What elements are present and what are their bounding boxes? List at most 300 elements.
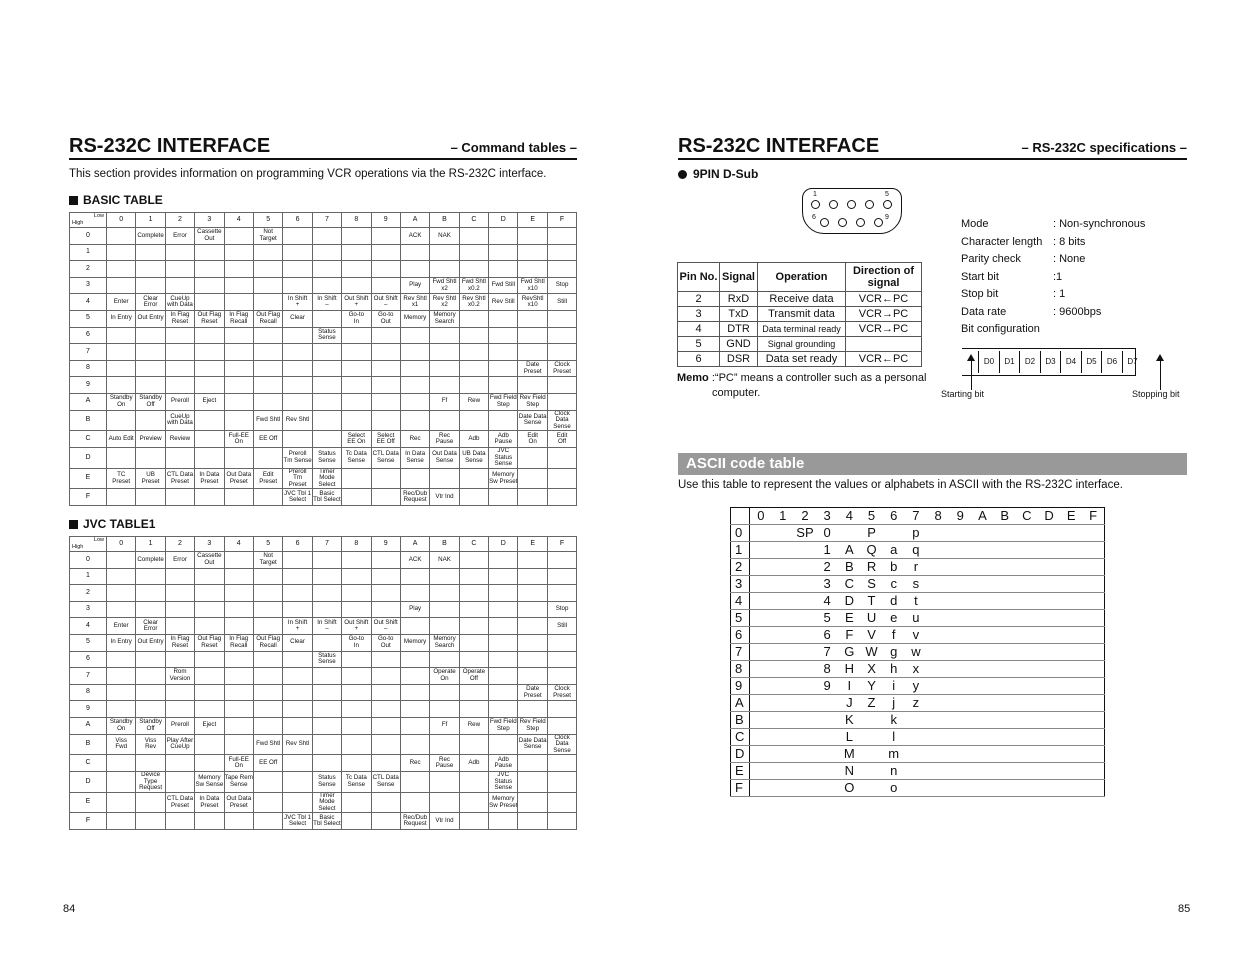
command-cell (518, 568, 547, 585)
command-cell (224, 668, 253, 685)
ascii-cell (860, 763, 882, 780)
column-header: 6 (283, 537, 312, 552)
command-cell (283, 344, 312, 361)
ascii-cell: h (883, 661, 905, 678)
ascii-cell (772, 610, 794, 627)
ascii-cell (949, 678, 971, 695)
column-header: 3 (195, 537, 224, 552)
command-cell (136, 813, 165, 830)
command-cell (342, 360, 371, 377)
command-cell (518, 813, 547, 830)
ascii-cell (994, 763, 1016, 780)
command-cell: Clock Preset (547, 360, 576, 377)
row-header: 6 (70, 651, 107, 668)
command-cell (136, 651, 165, 668)
ascii-cell (927, 695, 949, 712)
ascii-cell (772, 746, 794, 763)
command-cell (283, 771, 312, 792)
command-cell (195, 344, 224, 361)
command-cell (459, 701, 488, 718)
command-cell (312, 634, 341, 651)
command-cell: Rec (400, 431, 429, 448)
command-cell (430, 244, 459, 261)
command-cell (253, 489, 282, 506)
bit-cell: D2 (1019, 351, 1040, 373)
ascii-cell: W (860, 644, 882, 661)
ascii-cell (794, 627, 816, 644)
ascii-cell (1060, 729, 1082, 746)
ascii-cell (794, 729, 816, 746)
command-cell: Rev Shtl x2 (430, 294, 459, 311)
command-cell (165, 377, 194, 394)
command-cell (224, 261, 253, 278)
command-cell (342, 410, 371, 431)
command-cell (489, 261, 518, 278)
column-header: 2 (165, 213, 194, 228)
pin-table-cell (846, 337, 922, 352)
command-cell (283, 431, 312, 448)
ascii-cell (927, 746, 949, 763)
ascii-cell (1016, 559, 1038, 576)
ascii-cell (1082, 559, 1104, 576)
ascii-cell: 1 (816, 542, 838, 559)
command-cell (283, 684, 312, 701)
spec-key: Mode (961, 218, 989, 230)
command-cell: Select EE On (342, 431, 371, 448)
ascii-cell (927, 729, 949, 746)
command-cell: JVC Tbl 1 Select (283, 813, 312, 830)
command-cell: Full-EE On (224, 755, 253, 772)
ascii-cell (949, 542, 971, 559)
row-header: 9 (70, 377, 107, 394)
ascii-cell: u (905, 610, 927, 627)
command-cell: Rev Shtl (283, 734, 312, 755)
command-cell (224, 684, 253, 701)
command-cell (547, 468, 576, 489)
command-cell: Complete (136, 552, 165, 569)
command-cell: In Entry (107, 634, 136, 651)
pin-table-cell: DTR (720, 322, 758, 337)
command-cell: Standby Off (136, 393, 165, 410)
command-cell (547, 651, 576, 668)
command-cell (400, 668, 429, 685)
command-cell (195, 618, 224, 635)
ascii-cell (905, 763, 927, 780)
row-header: 7 (70, 668, 107, 685)
command-cell: Memory Sw Sense (195, 771, 224, 792)
command-cell: Preroll (165, 393, 194, 410)
ascii-cell (794, 661, 816, 678)
command-cell: Out Entry (136, 634, 165, 651)
command-cell (253, 668, 282, 685)
command-cell: Preroll Tm Sense (283, 447, 312, 468)
command-cell (195, 447, 224, 468)
command-cell (107, 344, 136, 361)
command-cell (107, 701, 136, 718)
ascii-cell (1038, 712, 1060, 729)
row-header: E (70, 468, 107, 489)
corner-cell (70, 537, 107, 552)
ascii-cell (994, 746, 1016, 763)
command-cell (547, 701, 576, 718)
ascii-cell: U (860, 610, 882, 627)
command-cell (283, 701, 312, 718)
high-label: High (72, 220, 84, 227)
row-header: 2 (70, 585, 107, 602)
command-cell (136, 792, 165, 813)
ascii-cell: w (905, 644, 927, 661)
command-cell (459, 601, 488, 618)
ascii-section-header: ASCII code table (678, 453, 1187, 475)
command-cell (489, 410, 518, 431)
ascii-cell (994, 559, 1016, 576)
command-cell (312, 552, 341, 569)
pin-table-cell: TxD (720, 307, 758, 322)
command-cell: Preview (136, 431, 165, 448)
command-cell (547, 447, 576, 468)
command-cell (459, 634, 488, 651)
row-header: C (70, 431, 107, 448)
pin-label-1: 1 (813, 191, 817, 198)
ascii-cell (772, 627, 794, 644)
ascii-cell (1038, 559, 1060, 576)
command-cell (107, 792, 136, 813)
ascii-cell (971, 610, 993, 627)
command-cell (224, 701, 253, 718)
basic-table-title (69, 193, 163, 207)
command-cell (312, 360, 341, 377)
command-cell: Standby Off (136, 717, 165, 734)
pin-table-cell: GND (720, 337, 758, 352)
ascii-cell (750, 661, 772, 678)
spec-value: : 8 bits (1053, 235, 1086, 248)
ascii-cell (1082, 627, 1104, 644)
ascii-corner-cell (731, 508, 750, 525)
command-cell: Out Flag Recall (253, 310, 282, 327)
memo-text-line2: computer. (712, 387, 761, 399)
command-cell (371, 244, 400, 261)
command-cell (459, 618, 488, 635)
command-cell: Preroll Tm Preset (283, 468, 312, 489)
command-cell (489, 377, 518, 394)
command-cell (400, 344, 429, 361)
ascii-cell (794, 695, 816, 712)
row-header: 0 (70, 552, 107, 569)
command-cell (253, 771, 282, 792)
ascii-cell: m (883, 746, 905, 763)
pin-icon (811, 200, 820, 209)
command-cell (165, 651, 194, 668)
command-cell (224, 228, 253, 245)
command-cell (547, 327, 576, 344)
command-cell: Fwd Shtl x10 (518, 277, 547, 294)
command-cell (165, 489, 194, 506)
command-cell: Ff (430, 393, 459, 410)
pin-table-cell: VCR←PC (846, 292, 922, 307)
row-header: 1 (70, 244, 107, 261)
command-cell (195, 668, 224, 685)
command-cell: Timer Mode Select (312, 468, 341, 489)
command-cell (342, 717, 371, 734)
ascii-cell (838, 525, 860, 542)
memo (677, 371, 926, 401)
command-cell (253, 344, 282, 361)
command-cell (224, 393, 253, 410)
ascii-cell (1016, 695, 1038, 712)
pin-icon (829, 200, 838, 209)
command-cell (371, 813, 400, 830)
ascii-cell (750, 576, 772, 593)
command-cell: ACK (400, 228, 429, 245)
command-cell: Play (400, 601, 429, 618)
command-cell (107, 447, 136, 468)
command-cell (547, 310, 576, 327)
ascii-cell (949, 661, 971, 678)
ascii-cell (772, 644, 794, 661)
command-cell (107, 377, 136, 394)
ascii-cell (994, 661, 1016, 678)
command-cell (224, 618, 253, 635)
ascii-cell (927, 610, 949, 627)
column-header: 8 (342, 213, 371, 228)
ascii-cell (971, 525, 993, 542)
bit-cell: D0 (978, 351, 999, 373)
command-cell: Fwd Shtl x0.2 (459, 277, 488, 294)
pin-table-cell: Signal grounding (758, 337, 846, 352)
ascii-cell (772, 593, 794, 610)
ascii-cell (971, 576, 993, 593)
command-cell (518, 771, 547, 792)
command-cell (430, 261, 459, 278)
command-cell (283, 261, 312, 278)
command-cell (371, 360, 400, 377)
bit-cell: D1 (999, 351, 1020, 373)
ascii-cell (750, 559, 772, 576)
command-cell (253, 327, 282, 344)
command-cell (400, 701, 429, 718)
ascii-cell (994, 593, 1016, 610)
ascii-cell (927, 678, 949, 695)
command-cell (136, 261, 165, 278)
command-cell (224, 734, 253, 755)
ascii-cell (1038, 525, 1060, 542)
command-cell (165, 244, 194, 261)
ascii-cell (1016, 780, 1038, 797)
ascii-cell (927, 525, 949, 542)
ascii-cell: F (838, 627, 860, 644)
command-cell (165, 618, 194, 635)
left-page (0, 0, 617, 954)
ascii-cell (1060, 627, 1082, 644)
command-cell (195, 377, 224, 394)
command-cell (312, 755, 341, 772)
ascii-cell (1038, 576, 1060, 593)
ascii-cell: Z (860, 695, 882, 712)
command-cell (518, 489, 547, 506)
ascii-cell: Q (860, 542, 882, 559)
command-cell: Date Data Sense (518, 410, 547, 431)
command-cell (430, 327, 459, 344)
row-header: F (70, 489, 107, 506)
command-cell: Viss Rev (136, 734, 165, 755)
command-cell: Memory Search (430, 634, 459, 651)
command-cell (224, 568, 253, 585)
ascii-cell: v (905, 627, 927, 644)
ascii-cell: G (838, 644, 860, 661)
square-bullet-icon (69, 196, 78, 205)
row-header: E (70, 792, 107, 813)
command-cell (136, 489, 165, 506)
row-header: 2 (70, 261, 107, 278)
command-cell (224, 410, 253, 431)
command-cell: Out Data Preset (224, 792, 253, 813)
command-cell (283, 327, 312, 344)
ascii-cell (1082, 678, 1104, 695)
ascii-column-header: D (1038, 508, 1060, 525)
ascii-cell (816, 746, 838, 763)
command-cell (107, 813, 136, 830)
command-cell (224, 327, 253, 344)
right-header-title: RS-232C INTERFACE (678, 135, 880, 157)
command-cell (195, 601, 224, 618)
ascii-cell: j (883, 695, 905, 712)
command-cell (195, 489, 224, 506)
command-cell: In Data Preset (195, 792, 224, 813)
ascii-cell (1038, 610, 1060, 627)
command-cell: Status Sense (312, 651, 341, 668)
command-cell (253, 792, 282, 813)
command-cell (489, 310, 518, 327)
command-cell (312, 717, 341, 734)
ascii-cell (772, 763, 794, 780)
command-cell: Vtr Ind (430, 489, 459, 506)
left-page-number: 84 (63, 903, 76, 915)
command-cell (459, 468, 488, 489)
command-cell: Memory (400, 310, 429, 327)
command-cell (459, 327, 488, 344)
command-cell (283, 244, 312, 261)
command-cell (459, 734, 488, 755)
ascii-cell (1060, 559, 1082, 576)
command-cell (253, 717, 282, 734)
command-cell (253, 294, 282, 311)
command-cell (195, 755, 224, 772)
ascii-cell (1038, 661, 1060, 678)
ascii-cell (905, 780, 927, 797)
command-cell: Go-to Out (371, 634, 400, 651)
ascii-cell: R (860, 559, 882, 576)
spec-key: Character length (961, 235, 1043, 248)
command-cell (165, 771, 194, 792)
command-cell (312, 601, 341, 618)
command-cell: Tape Rem Sense (224, 771, 253, 792)
column-header: 1 (136, 213, 165, 228)
command-cell: In Shift – (312, 618, 341, 635)
ascii-cell (949, 746, 971, 763)
command-cell (371, 701, 400, 718)
corner-cell (70, 213, 107, 228)
command-cell (489, 228, 518, 245)
command-cell: UB Preset (136, 468, 165, 489)
command-cell (518, 792, 547, 813)
ascii-cell (1060, 644, 1082, 661)
right-page-number: 85 (1178, 903, 1191, 915)
command-cell: Error (165, 228, 194, 245)
spec-key: Data rate (961, 305, 1007, 318)
ascii-cell: 7 (816, 644, 838, 661)
ascii-cell (971, 627, 993, 644)
command-cell (400, 717, 429, 734)
command-cell: EE Off (253, 431, 282, 448)
command-cell (459, 244, 488, 261)
command-cell (283, 277, 312, 294)
command-cell (459, 684, 488, 701)
ascii-cell (794, 763, 816, 780)
command-cell (518, 468, 547, 489)
row-header: 8 (70, 360, 107, 377)
command-cell: Adb Pause (489, 755, 518, 772)
ascii-cell (860, 712, 882, 729)
command-cell (459, 344, 488, 361)
command-cell (107, 771, 136, 792)
command-cell (518, 701, 547, 718)
ascii-cell (750, 695, 772, 712)
command-cell: Standby On (107, 393, 136, 410)
command-cell (400, 327, 429, 344)
command-cell (283, 755, 312, 772)
command-cell (312, 431, 341, 448)
command-cell: Clear Error (136, 294, 165, 311)
command-cell (342, 244, 371, 261)
bit-cell: D4 (1060, 351, 1081, 373)
command-cell: Error (165, 552, 194, 569)
ascii-cell: 5 (816, 610, 838, 627)
command-cell: Out Shift – (371, 294, 400, 311)
memo-text: :“PC” means a controller such as a personal (711, 372, 927, 384)
command-cell: Clear Error (136, 618, 165, 635)
command-cell: Tc Data Sense (342, 771, 371, 792)
command-cell: Still (547, 294, 576, 311)
command-cell: Fwd Shtl (253, 410, 282, 431)
command-cell (195, 261, 224, 278)
command-cell (165, 360, 194, 377)
command-cell (283, 668, 312, 685)
ascii-cell (1082, 712, 1104, 729)
ascii-row-header: 5 (731, 610, 750, 627)
command-cell (400, 244, 429, 261)
column-header: D (489, 213, 518, 228)
command-cell: Out Flag Reset (195, 310, 224, 327)
command-cell: Status Sense (312, 447, 341, 468)
ascii-column-header: A (971, 508, 993, 525)
command-cell (283, 792, 312, 813)
command-cell (195, 568, 224, 585)
command-cell (371, 717, 400, 734)
command-cell: Vtr Ind (430, 813, 459, 830)
command-cell: Standby On (107, 717, 136, 734)
ascii-cell (1082, 593, 1104, 610)
left-header-subtitle: – Command tables – (450, 140, 577, 155)
ascii-cell (1060, 542, 1082, 559)
column-header: 4 (224, 537, 253, 552)
ascii-row-header: F (731, 780, 750, 797)
command-cell (518, 552, 547, 569)
command-cell: Rec/Dub Request (400, 813, 429, 830)
ascii-cell (772, 729, 794, 746)
pin-table-cell: 3 (678, 307, 720, 322)
ascii-cell (772, 542, 794, 559)
command-cell (547, 771, 576, 792)
